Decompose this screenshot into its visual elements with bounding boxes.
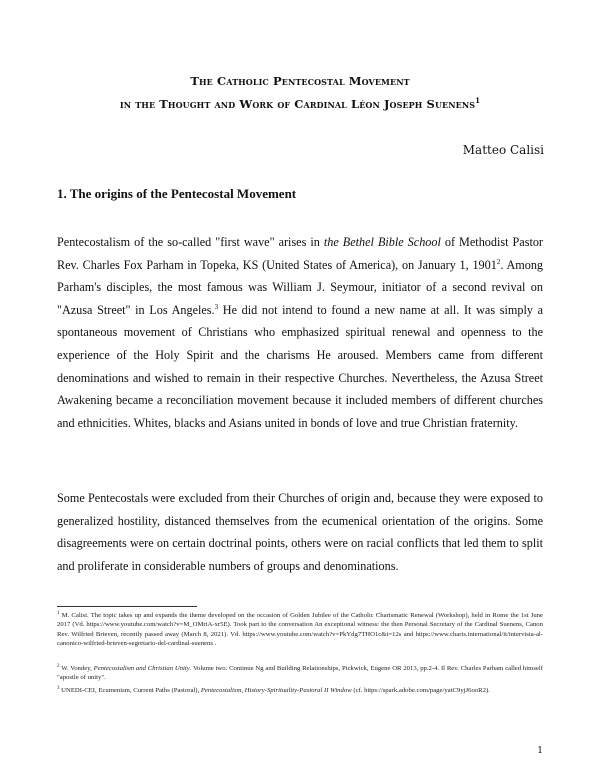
footnote-ref-3[interactable]: 3: [214, 302, 219, 311]
body-paragraph-1: Pentecostalism of the so-called "first wave" arises in the Bethel Bible School of Methodist Pastor Rev. Charles Fox Parham in Topeka, KS (United States of America), on January 1, 1901$^2$. Among Parham's disciples, the most famous was William J. Seymour, initiator of a second revival on "Azusa Street" in Los Angeles.$^3$ He did not intend to found a new name at all. It was simply a spontaneous movement of Christians who emphasized spiritual renewal and openness to the experience of the Holy Spirit and the charisms He aroused. Members came from different denominations and wished to remain in their respective Churches. Nevertheless, the Azusa Street Awakening became a reconciliation movement because it included members of different churches and ethnicities. Whites, blacks and Asians united in bonds of love and true Christian fraternity.: [57, 235, 544, 430]
footnote-ref-2[interactable]: 2: [496, 257, 501, 266]
body-paragraph-2: Some Pentecostals were excluded from their Churches of origin and, because they were exposed to generalized hostility, distanced themselves from the ecumenical orientation of the origins. Some disagreements were on certain doctrinal points, others were on racial conflicts that led them to split and proliferate in considerable numbers of groups and denominations.: [57, 491, 543, 573]
title-line-2: in the Thought and Work of Cardinal Léon Joseph Suenens$^1$: [119, 96, 481, 111]
footnote-ref-1[interactable]: 1: [475, 96, 481, 105]
italic-school-name: the Bethel Bible School: [323, 235, 441, 249]
footnote-3: $^3$ UNEDI-CEI, Ecumenism, Current Paths (Pastoral), Pentecostalism, History-Spirituality-Pastoral II Window (cf. https://spark.adobe.com/page/yatC9yjJ6ooR2).: [57, 685, 490, 694]
footnote-separator: [57, 606, 197, 607]
footnote-1: $^1$ M. Calisi. The topic takes up and expands the theme developed on the occasion of Golden Jubilee of the Catholic Charismatic Renewal (Workshop), held in Rome the 1st June 2017 (Vd. https://www.youtube.com/watch?v=M_OMriA-xr5E). Took part to the conversation An exceptional witness: the then Personal Secretary of the Cardinal Suenens, Canon Rev. Wilfried Brieven, recently passed away (March 8, 2021). Vd. https://www.youtube.com/watch?v=PkYdg7THO1c&t=12s and https://www.charis.international/it/intervista-al-canonico-wilfried-brieven-segretario-del-cardinal-suenens .: [57, 610, 543, 648]
title-line-1: The Catholic Pentecostal Movement: [190, 74, 410, 88]
section-heading: 1. The origins of the Pentecostal Movement: [57, 186, 297, 201]
footnote-2: $^2$ W. Vondey, Pentecostalism and Christian Unity. Volume two. Continue Ng and Building Relationships, Pickwick, Eugene OR 2013, pp.2-4. Il Rev. Charles Parham called himself "apostle of unity".: [57, 663, 543, 682]
author-name: Matteo Calisi: [462, 143, 544, 157]
page-number: 1: [537, 746, 543, 756]
